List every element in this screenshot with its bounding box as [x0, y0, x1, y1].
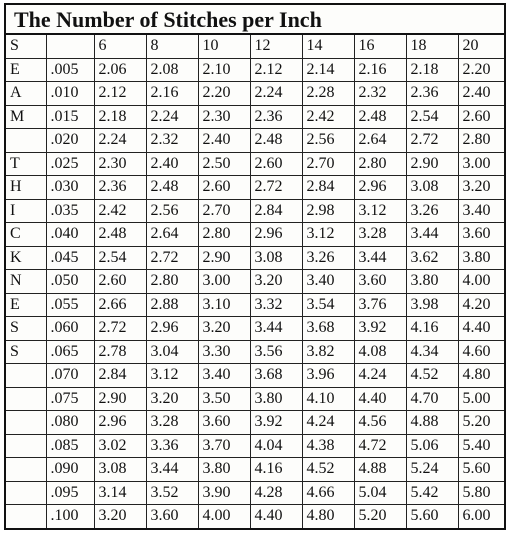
thickness-cell: .050	[46, 270, 94, 294]
table-row	[6, 293, 504, 317]
table-row	[6, 58, 504, 82]
value-cell: 2.56	[302, 129, 354, 153]
value-cell: 2.96	[354, 176, 406, 200]
value-cell: 2.80	[458, 129, 504, 153]
value-cell: 3.00	[458, 152, 504, 176]
header-row	[6, 35, 504, 58]
value-cell: 4.56	[354, 411, 406, 435]
value-cell: 2.60	[94, 270, 146, 294]
value-cell: 4.52	[406, 364, 458, 388]
table-row	[6, 152, 504, 176]
seam-letter-cell	[6, 505, 46, 528]
value-cell: 4.28	[250, 481, 302, 505]
value-cell: 2.24	[94, 129, 146, 153]
table-body	[6, 35, 504, 528]
value-cell: 3.32	[250, 293, 302, 317]
table-row	[6, 317, 504, 341]
value-cell: 2.10	[198, 58, 250, 82]
value-cell: 2.56	[146, 199, 198, 223]
value-cell: 5.60	[406, 505, 458, 528]
value-cell: 2.30	[94, 152, 146, 176]
table-row	[6, 458, 504, 482]
value-cell: 2.20	[458, 58, 504, 82]
thickness-cell: .095	[46, 481, 94, 505]
value-cell: 2.60	[198, 176, 250, 200]
value-cell: 2.16	[354, 58, 406, 82]
value-cell: 2.24	[250, 82, 302, 106]
value-cell: 3.80	[458, 246, 504, 270]
value-cell: 3.20	[198, 317, 250, 341]
value-cell: 2.06	[94, 58, 146, 82]
seam-letter-cell	[6, 434, 46, 458]
value-cell: 5.40	[458, 434, 504, 458]
value-cell: 2.42	[94, 199, 146, 223]
value-cell: 4.00	[198, 505, 250, 528]
table-row	[6, 82, 504, 106]
value-cell: 4.24	[354, 364, 406, 388]
value-cell: 3.04	[146, 340, 198, 364]
value-cell: 4.88	[354, 458, 406, 482]
value-cell: 2.78	[94, 340, 146, 364]
value-cell: 2.84	[250, 199, 302, 223]
value-cell: 3.54	[302, 293, 354, 317]
thickness-cell: .085	[46, 434, 94, 458]
value-cell: 2.54	[406, 105, 458, 129]
value-cell: 3.52	[146, 481, 198, 505]
seam-letter-cell	[6, 387, 46, 411]
value-cell: 3.20	[146, 387, 198, 411]
value-cell: 2.18	[406, 58, 458, 82]
value-cell: 2.40	[458, 82, 504, 106]
value-cell: 2.72	[146, 246, 198, 270]
value-cell: 3.08	[406, 176, 458, 200]
seam-letter-cell: S	[6, 340, 46, 364]
value-cell: 2.18	[94, 105, 146, 129]
table-row	[6, 481, 504, 505]
value-cell: 2.36	[250, 105, 302, 129]
value-cell: 2.40	[198, 129, 250, 153]
table-row	[6, 129, 504, 153]
value-cell: 3.00	[198, 270, 250, 294]
value-cell: 2.54	[94, 246, 146, 270]
thickness-cell: .080	[46, 411, 94, 435]
table-row	[6, 364, 504, 388]
seam-letter-cell	[6, 458, 46, 482]
value-cell: 3.76	[354, 293, 406, 317]
thickness-cell: .100	[46, 505, 94, 528]
value-cell: 2.32	[146, 129, 198, 153]
seam-letter-cell: T	[6, 152, 46, 176]
value-cell: 3.12	[146, 364, 198, 388]
value-cell: 3.44	[406, 223, 458, 247]
thickness-cell: .030	[46, 176, 94, 200]
thickness-cell: .060	[46, 317, 94, 341]
header-stitch-count: 10	[198, 35, 250, 58]
value-cell: 2.12	[94, 82, 146, 106]
value-cell: 4.40	[354, 387, 406, 411]
value-cell: 5.20	[354, 505, 406, 528]
value-cell: 2.72	[94, 317, 146, 341]
table-title: The Number of Stitches per Inch	[6, 5, 504, 35]
value-cell: 2.64	[146, 223, 198, 247]
table-row	[6, 176, 504, 200]
value-cell: 2.50	[198, 152, 250, 176]
value-cell: 2.32	[354, 82, 406, 106]
value-cell: 2.14	[302, 58, 354, 82]
value-cell: 3.82	[302, 340, 354, 364]
value-cell: 2.30	[198, 105, 250, 129]
value-cell: 2.12	[250, 58, 302, 82]
thickness-cell: .010	[46, 82, 94, 106]
header-stitch-count: 6	[94, 35, 146, 58]
value-cell: 2.90	[406, 152, 458, 176]
header-stitch-count: 8	[146, 35, 198, 58]
seam-letter-cell	[6, 364, 46, 388]
value-cell: 4.00	[458, 270, 504, 294]
value-cell: 2.70	[302, 152, 354, 176]
thickness-cell: .090	[46, 458, 94, 482]
value-cell: 3.80	[406, 270, 458, 294]
table-row	[6, 246, 504, 270]
value-cell: 3.28	[354, 223, 406, 247]
value-cell: 3.02	[94, 434, 146, 458]
value-cell: 3.40	[198, 364, 250, 388]
value-cell: 5.60	[458, 458, 504, 482]
value-cell: 4.40	[250, 505, 302, 528]
table-row	[6, 105, 504, 129]
value-cell: 2.08	[146, 58, 198, 82]
stitch-table-frame	[4, 3, 506, 530]
value-cell: 4.38	[302, 434, 354, 458]
thickness-cell: .055	[46, 293, 94, 317]
value-cell: 2.98	[302, 199, 354, 223]
seam-letter-cell: N	[6, 270, 46, 294]
seam-letter-cell: H	[6, 176, 46, 200]
header-stitch-count: 12	[250, 35, 302, 58]
value-cell: 2.80	[198, 223, 250, 247]
value-cell: 5.00	[458, 387, 504, 411]
value-cell: 3.44	[250, 317, 302, 341]
value-cell: 3.98	[406, 293, 458, 317]
value-cell: 2.60	[458, 105, 504, 129]
value-cell: 5.80	[458, 481, 504, 505]
value-cell: 3.40	[302, 270, 354, 294]
value-cell: 2.16	[146, 82, 198, 106]
value-cell: 6.00	[458, 505, 504, 528]
value-cell: 5.06	[406, 434, 458, 458]
thickness-cell: .040	[46, 223, 94, 247]
table-row	[6, 223, 504, 247]
value-cell: 3.08	[94, 458, 146, 482]
seam-letter-cell: I	[6, 199, 46, 223]
value-cell: 4.16	[250, 458, 302, 482]
value-cell: 2.36	[94, 176, 146, 200]
value-cell: 4.16	[406, 317, 458, 341]
header-stitch-count: 14	[302, 35, 354, 58]
value-cell: 3.14	[94, 481, 146, 505]
value-cell: 2.36	[406, 82, 458, 106]
value-cell: 4.04	[250, 434, 302, 458]
thickness-cell: .020	[46, 129, 94, 153]
value-cell: 2.90	[198, 246, 250, 270]
value-cell: 3.12	[302, 223, 354, 247]
value-cell: 3.28	[146, 411, 198, 435]
value-cell: 4.60	[458, 340, 504, 364]
table-row	[6, 434, 504, 458]
value-cell: 3.60	[146, 505, 198, 528]
header-corner: S	[6, 35, 46, 58]
value-cell: 3.90	[198, 481, 250, 505]
value-cell: 3.60	[458, 223, 504, 247]
value-cell: 5.24	[406, 458, 458, 482]
value-cell: 3.68	[250, 364, 302, 388]
header-stitch-count: 18	[406, 35, 458, 58]
table-row	[6, 387, 504, 411]
seam-letter-cell	[6, 481, 46, 505]
value-cell: 3.60	[198, 411, 250, 435]
thickness-cell: .045	[46, 246, 94, 270]
value-cell: 3.80	[198, 458, 250, 482]
value-cell: 2.48	[94, 223, 146, 247]
value-cell: 3.68	[302, 317, 354, 341]
table-row	[6, 340, 504, 364]
value-cell: 3.44	[354, 246, 406, 270]
value-cell: 4.10	[302, 387, 354, 411]
value-cell: 2.72	[406, 129, 458, 153]
value-cell: 4.70	[406, 387, 458, 411]
value-cell: 5.04	[354, 481, 406, 505]
value-cell: 2.64	[354, 129, 406, 153]
value-cell: 3.44	[146, 458, 198, 482]
thickness-cell: .065	[46, 340, 94, 364]
value-cell: 2.88	[146, 293, 198, 317]
header-stitch-count: 20	[458, 35, 504, 58]
value-cell: 2.20	[198, 82, 250, 106]
seam-letter-cell	[6, 129, 46, 153]
value-cell: 2.48	[146, 176, 198, 200]
value-cell: 2.28	[302, 82, 354, 106]
value-cell: 2.80	[354, 152, 406, 176]
value-cell: 4.80	[302, 505, 354, 528]
value-cell: 4.20	[458, 293, 504, 317]
seam-letter-cell: C	[6, 223, 46, 247]
value-cell: 4.34	[406, 340, 458, 364]
seam-letter-cell: A	[6, 82, 46, 106]
value-cell: 3.20	[94, 505, 146, 528]
value-cell: 3.92	[250, 411, 302, 435]
thickness-cell: .005	[46, 58, 94, 82]
value-cell: 3.30	[198, 340, 250, 364]
seam-letter-cell: E	[6, 293, 46, 317]
seam-letter-cell: E	[6, 58, 46, 82]
value-cell: 2.42	[302, 105, 354, 129]
value-cell: 2.72	[250, 176, 302, 200]
value-cell: 2.96	[94, 411, 146, 435]
value-cell: 3.62	[406, 246, 458, 270]
header-blank	[46, 35, 94, 58]
value-cell: 3.12	[354, 199, 406, 223]
table-row	[6, 411, 504, 435]
value-cell: 4.66	[302, 481, 354, 505]
value-cell: 2.84	[302, 176, 354, 200]
value-cell: 4.52	[302, 458, 354, 482]
value-cell: 3.56	[250, 340, 302, 364]
value-cell: 3.08	[250, 246, 302, 270]
value-cell: 3.50	[198, 387, 250, 411]
value-cell: 4.88	[406, 411, 458, 435]
value-cell: 2.48	[354, 105, 406, 129]
thickness-cell: .075	[46, 387, 94, 411]
value-cell: 2.66	[94, 293, 146, 317]
thickness-cell: .025	[46, 152, 94, 176]
thickness-cell: .070	[46, 364, 94, 388]
seam-letter-cell	[6, 411, 46, 435]
value-cell: 3.26	[406, 199, 458, 223]
value-cell: 2.96	[146, 317, 198, 341]
value-cell: 2.90	[94, 387, 146, 411]
value-cell: 5.20	[458, 411, 504, 435]
thickness-cell: .035	[46, 199, 94, 223]
value-cell: 3.40	[458, 199, 504, 223]
value-cell: 3.36	[146, 434, 198, 458]
value-cell: 3.60	[354, 270, 406, 294]
value-cell: 2.96	[250, 223, 302, 247]
value-cell: 4.80	[458, 364, 504, 388]
value-cell: 2.60	[250, 152, 302, 176]
stitch-table	[6, 35, 504, 528]
value-cell: 3.10	[198, 293, 250, 317]
value-cell: 2.84	[94, 364, 146, 388]
thickness-cell: .015	[46, 105, 94, 129]
value-cell: 4.40	[458, 317, 504, 341]
value-cell: 3.96	[302, 364, 354, 388]
value-cell: 4.08	[354, 340, 406, 364]
value-cell: 2.40	[146, 152, 198, 176]
seam-letter-cell: M	[6, 105, 46, 129]
value-cell: 2.80	[146, 270, 198, 294]
value-cell: 3.70	[198, 434, 250, 458]
value-cell: 3.26	[302, 246, 354, 270]
seam-letter-cell: S	[6, 317, 46, 341]
value-cell: 3.92	[354, 317, 406, 341]
header-stitch-count: 16	[354, 35, 406, 58]
value-cell: 4.72	[354, 434, 406, 458]
value-cell: 3.20	[250, 270, 302, 294]
value-cell: 3.20	[458, 176, 504, 200]
value-cell: 4.24	[302, 411, 354, 435]
value-cell: 3.80	[250, 387, 302, 411]
value-cell: 2.24	[146, 105, 198, 129]
seam-letter-cell: K	[6, 246, 46, 270]
table-row	[6, 270, 504, 294]
table-row	[6, 505, 504, 528]
table-row	[6, 199, 504, 223]
value-cell: 2.48	[250, 129, 302, 153]
value-cell: 5.42	[406, 481, 458, 505]
value-cell: 2.70	[198, 199, 250, 223]
